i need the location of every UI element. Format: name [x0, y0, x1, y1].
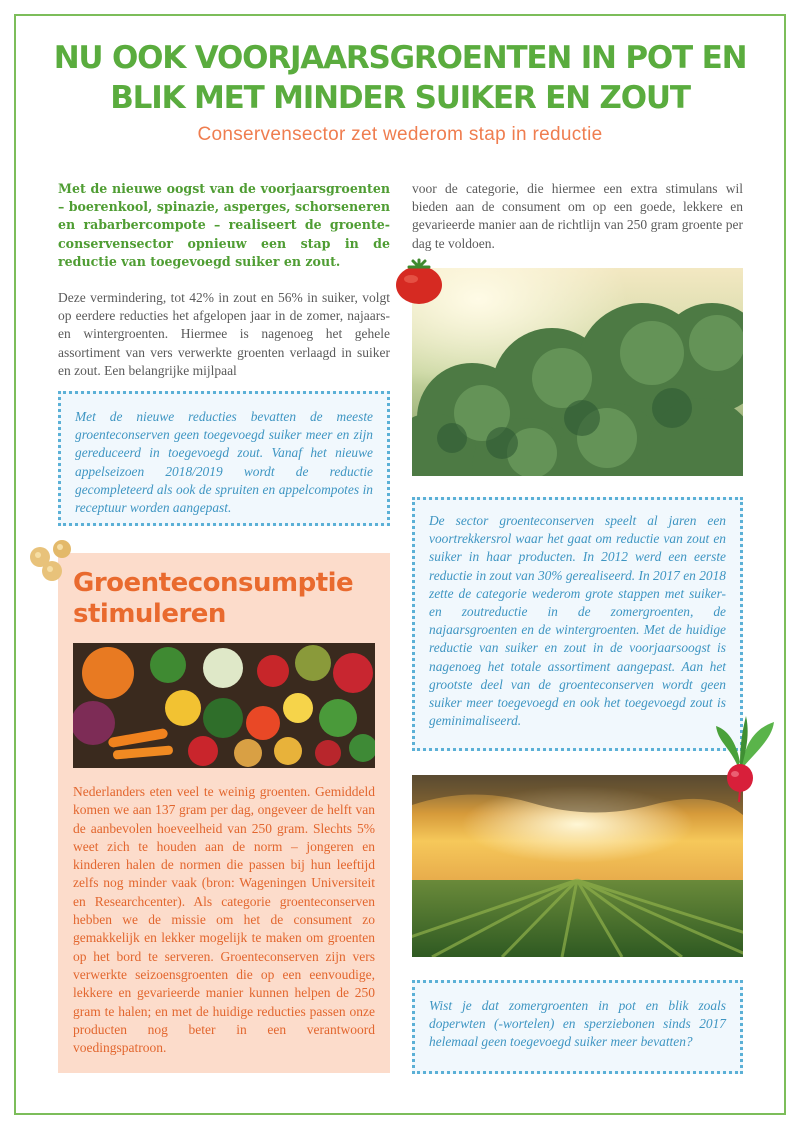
callout-box-sector	[412, 497, 743, 751]
radish-icon	[712, 712, 780, 802]
field-sunset-photo	[412, 775, 743, 957]
callout-text: Met de nieuwe reducties bevatten de meeste groenteconserven geen toegevoegd suiker meer en zijn gereduceerd in toegevoegd zout. Vanaf het nieuwe appelseizoen 2018/2019 wordt de reductie gecompleteerd als ook de spruiten en appelcompotes in receptuur worden aangepast.	[75, 409, 373, 516]
callout-text: De sector groenteconserven speelt al jaren een voortrekkersrol waar het gaat om reductie van zout en suiker in haar producten. In 2012 werd een eerste reductie in zout van 30% gerealiseerd. In 2017 en 2018 zette de categorie wederom grote stappen met suiker- en zoutreductie in de zomergroenten, de najaarsgroenten en de wintergroenten. Met de huidige reductie van suiker en zout in de voorjaarsoogst is nagenoeg het totale assortiment aangepast. Aan het grootste deel van de groenteconserven wordt geen suiker meer toegevoegd en ook het toegevoegd zout is geminimaliseerd.	[429, 513, 726, 729]
chickpeas-icon	[26, 537, 78, 585]
page-title: NU OOK VOORJAARSGROENTEN IN POT EN BLIK MET MINDER SUIKER EN ZOUT	[53, 40, 747, 116]
page-subtitle: Conservensector zet wederom stap in reductie	[197, 124, 603, 145]
tomato-icon	[393, 257, 445, 305]
callout-box-reductions	[58, 391, 390, 526]
intro-paragraph: Met de nieuwe oogst van de voorjaarsgroenten – boerenkool, spinazie, asperges, schorseneren en rabarbercompote – realiseert de groente-conservensector opnieuw een stap in de reductie van toegevoegd suiker en zout.	[58, 181, 390, 269]
vegetables-photo	[73, 643, 375, 768]
section-heading: Groenteconsumptie stimuleren	[73, 568, 354, 629]
section-paragraph: Nederlanders eten veel te weinig groenten. Gemiddeld komen we aan 137 gram per dag, ongeveer de helft van de aanbevolen hoeveelheid van 250 gram. Slechts 5% weet zich te houden aan de norm – jongeren en kinderen halen de normen die passen bij hun leeftijd zelfs nog minder vaak (bron: Wageningen Universiteit en Researchcenter). Als categorie groenteconserven hebben we de missie om het de consument zo gemakkelijk en lekker mogelijk te maken om groenten op het bord te serveren. Groenteconserven zijn vers verwerkte seizoensgroenten die op een eenvoudige, lekkere en gevarieerde manier kunnen helpen de 250 gram te halen; en met de huidige reducties passen onze producten nog beter in een verantwoord voedingspatroon.	[73, 784, 375, 1056]
callout-box-summer	[412, 980, 743, 1074]
body-paragraph-continued: voor de categorie, die hiermee een extra stimulans wil bieden aan de consument om op een goede, lekkere en gevarieerde manier aan de richtlijn van 250 gram groente per dag te voldoen.	[412, 181, 743, 251]
kale-photo	[412, 268, 743, 476]
body-paragraph: Deze vermindering, tot 42% in zout en 56% in suiker, volgt op eerdere reducties het afgelopen jaar in de zomer, najaars- en wintergroenten. Hiermee is nagenoeg het gehele assortiment van vers verwerkte groenten verlaagd in suiker en zout. Een belangrijke mijlpaal	[58, 290, 390, 378]
callout-text: Wist je dat zomergroenten in pot en blik zoals doperwten (-wortelen) en sperziebonen sinds 2017 helemaal geen toegevoegd suiker meer bevatten?	[429, 998, 726, 1050]
